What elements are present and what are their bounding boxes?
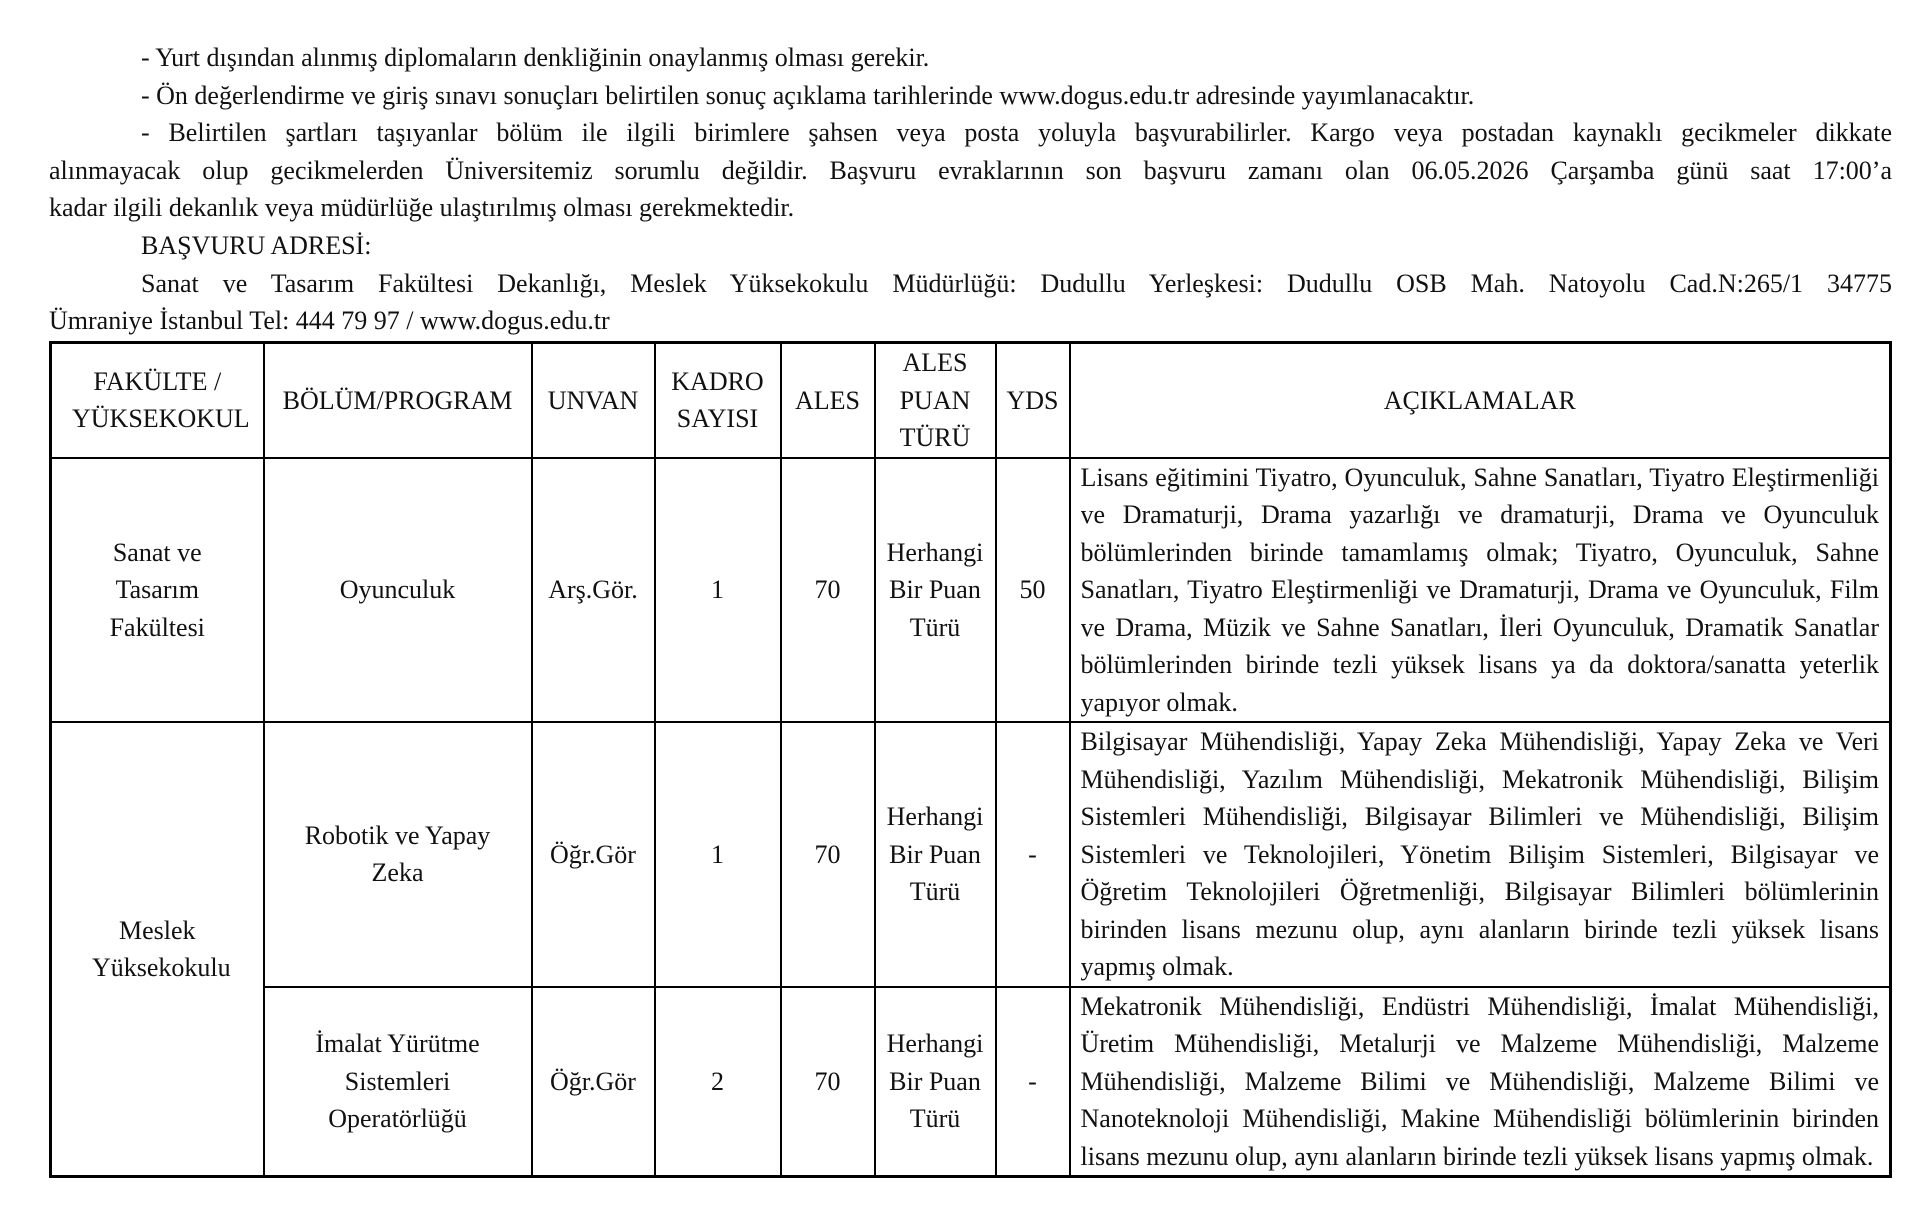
program-cell: İmalat Yürütme Sistemleri Operatörlüğü [264,987,532,1177]
ales-type-cell: Herhangi Bir Puan Türü [875,987,996,1177]
count-cell: 1 [655,722,781,987]
description-line: Mühendisliği, Malzeme Bilimi ve Mühendisliği, Malzeme Bilimi ve [1080,1066,1879,1096]
paragraph-line: alınmayacak olup gecikmelerden Üniversitemiz sorumlu değildir. Başvuru evraklarının son başvuru zamanı olan 06.05.2026 Çarşamba günü saat 17:00’a [49,155,1892,185]
program-cell: Oyunculuk [264,458,532,723]
description-line: Mühendisliği, Yazılım Mühendisliği, Mekatronik Mühendisliği, Bilişim [1080,764,1879,794]
header-faculty: FAKÜLTE / YÜKSEKOKUL [51,343,264,458]
description-line: Öğretim Teknolojileri Öğretmenliği, Bilgisayar Bilimleri bölümlerinin [1080,877,1879,906]
table-row [51,722,1891,987]
paragraph-line: BAŞVURU ADRESİ: [141,230,372,260]
description-line: Üretim Mühendisliği, Metalurji ve Malzeme Mühendisliği, Malzeme [1080,1029,1879,1058]
description-line: ve Drama, Müzik ve Sahne Sanatları, İleri Oyunculuk, Dramatik Sanatlar [1080,612,1879,642]
header-yds: YDS [996,343,1070,458]
description-line: yapıyor olmak. [1080,687,1238,717]
description-line: Mekatronik Mühendisliği, Endüstri Mühendisliği, İmalat Mühendisliği, [1080,991,1879,1021]
header-ales-type: ALES PUAN TÜRÜ [875,343,996,458]
description-line: Sistemleri ve Teknolojileri, Yönetim Bilişim Sistemleri, Bilgisayar ve [1080,839,1879,869]
paragraph-line: kadar ilgili dekanlık veya müdürlüğe ulaştırılmış olması gerekmektedir. [49,193,795,223]
header-program: BÖLÜM/PROGRAM [264,343,532,458]
description-line: ve Dramaturji, Drama yazarlığı ve dramaturji, Drama ve Oyunculuk [1080,500,1879,529]
title-cell: Öğr.Gör [532,722,655,987]
description-line: birinden lisans mezunu olup, aynı alanların birinde tezli yüksek lisans [1080,914,1879,944]
count-cell: 2 [655,987,781,1177]
paragraph-line: - Ön değerlendirme ve giriş sınavı sonuçları belirtilen sonuç açıklama tarihlerinde www.dogus.edu.tr adresinde yayımlanacaktır. [141,80,1475,110]
yds-cell: - [996,987,1070,1177]
table-header-row [51,343,1891,458]
ales-type-cell: Herhangi Bir Puan Türü [875,722,996,987]
title-cell: Arş.Gör. [532,458,655,723]
header-description: AÇIKLAMALAR [1070,343,1891,458]
description-line: yapmış olmak. [1080,952,1234,981]
description-cell [1070,987,1891,1177]
header-ales: ALES [781,343,875,458]
description-line: bölümlerinden birinde tezli yüksek lisans ya da doktora/sanatta yeterlik [1080,650,1879,679]
description-line: Sistemleri Mühendisliği, Bilgisayar Bilimleri ve Mühendisliği, Bilişim [1080,802,1879,831]
count-cell: 1 [655,458,781,723]
paragraph-line: - Belirtilen şartları taşıyanlar bölüm ile ilgili birimlere şahsen veya posta yoluyla başvurabilirler. Kargo veya postadan kaynaklı gecikmeler dikkate [141,118,1892,148]
header-title: UNVAN [532,343,655,458]
position-table [49,341,1892,1178]
title-cell: Öğr.Gör [532,987,655,1177]
description-line: lisans mezunu olup, aynı alanların birinde tezli yüksek lisans yapmış olmak. [1080,1141,1874,1171]
description-line: bölümlerinden birinde tamamlamış olmak; Tiyatro, Oyunculuk, Sahne [1080,537,1879,567]
ales-cell: 70 [781,458,875,723]
description-line: Lisans eğitimini Tiyatro, Oyunculuk, Sahne Sanatları, Tiyatro Eleştirmenliği [1080,462,1879,492]
paragraph-line: - Yurt dışından alınmış diplomaların denkliğinin onaylanmış olması gerekir. [141,43,930,72]
description-cell [1070,722,1891,987]
description-cell [1070,458,1891,723]
header-count: KADRO SAYISI [655,343,781,458]
description-line: Nanoteknoloji Mühendisliği, Makine Mühendisliği bölümlerinin birinden [1080,1104,1879,1133]
paragraph-line: Ümraniye İstanbul Tel: 444 79 97 / www.dogus.edu.tr [49,306,610,336]
description-line: Bilgisayar Mühendisliği, Yapay Zeka Mühendisliği, Yapay Zeka ve Veri [1080,727,1879,756]
ales-cell: 70 [781,987,875,1177]
ales-type-cell: Herhangi Bir Puan Türü [875,458,996,723]
program-cell: Robotik ve Yapay Zeka [264,722,532,987]
table-row [51,458,1891,723]
yds-cell: - [996,722,1070,987]
yds-cell: 50 [996,458,1070,723]
faculty-cell: Sanat ve Tasarım Fakültesi [51,458,264,723]
faculty-cell: Meslek Yüksekokulu [51,722,264,1177]
paragraph-line: Sanat ve Tasarım Fakültesi Dekanlığı, Meslek Yüksekokulu Müdürlüğü: Dudullu Yerleşkesi: Dudullu OSB Mah. Natoyolu Cad.N:265/1 34775 [141,268,1892,298]
info-paragraphs [49,39,1892,340]
description-line: Sanatları, Tiyatro Eleştirmenliği ve Dramaturji, Drama ve Oyunculuk, Film [1080,575,1879,604]
table-row [51,987,1891,1177]
ales-cell: 70 [781,722,875,987]
